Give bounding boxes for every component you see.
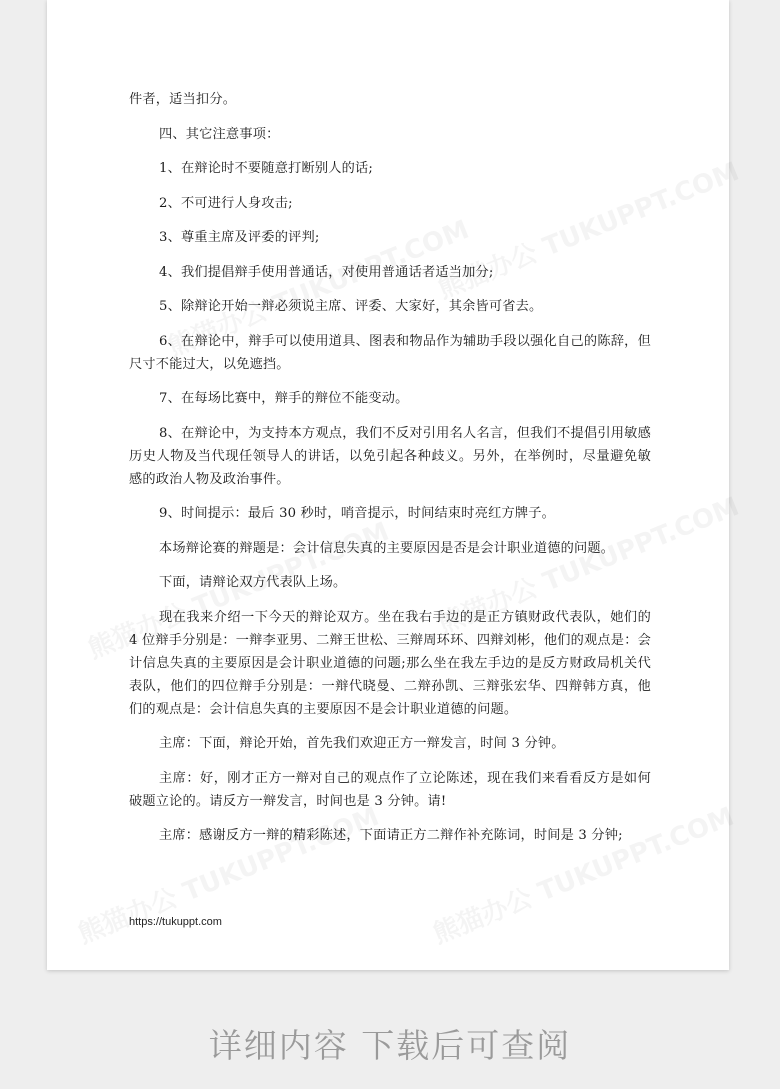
- list-item: 2、不可进行人身攻击;: [159, 195, 293, 211]
- paragraph: 主席：感谢反方一辩的精彩陈述，下面请正方二辩作补充陈词，时间是 3 分钟;: [159, 828, 623, 843]
- document-body: [129, 88, 651, 859]
- section-heading: 四、其它注意事项：: [159, 126, 280, 142]
- list-item: 8、在辩论中，为支持本方观点，我们不反对引用名人名言，但我们不提倡引用敏感历史人物及当代现任领导人的讲话，以免引起各种歧义。另外，在举例时，尽量避免敏感的政治人物及政治事件。: [129, 425, 651, 487]
- list-item: 1、在辩论时不要随意打断别人的话;: [159, 161, 374, 176]
- list-item: 5、除辩论开始一辩必须说主席、评委、大家好，其余皆可省去。: [159, 299, 543, 314]
- list-item: 4、我们提倡辩手使用普通话，对使用普通话者适当加分;: [159, 264, 494, 280]
- paragraph: 主席：下面，辩论开始，首先我们欢迎正方一辩发言，时间 3 分钟。: [159, 736, 565, 751]
- paragraph: 现在我来介绍一下今天的辩论双方。坐在我右手边的是正方镇财政代表队，她们的 4 位辩手分别是：一辩李亚男、二辩王世松、三辩周环环、四辩刘彬，他们的观点是：会计信息失真的主要原因是会计职业道德的问题;那么坐在我左手边的是反方财政局机关代表队，他们的四位辩手分别是：一辩代晓曼、二辩孙凯、三辩张宏华、四辩韩方真，他们的观点是：会计信息失真的主要原因不是会计职业道德的问题。: [129, 609, 651, 717]
- paragraph: 件者，适当扣分。: [129, 92, 237, 107]
- paragraph: 下面，请辩论双方代表队上场。: [159, 575, 347, 590]
- list-item: 9、时间提示：最后 30 秒时，哨音提示，时间结束时亮红方牌子。: [159, 506, 556, 521]
- list-item: 7、在每场比赛中，辩手的辩位不能变动。: [159, 391, 409, 406]
- document-page: [47, 0, 729, 970]
- footer-url: https://tukuppt.com: [129, 916, 222, 928]
- paragraph: 本场辩论赛的辩题是：会计信息失真的主要原因是否是会计职业道德的问题。: [159, 540, 615, 556]
- paragraph: 主席：好，刚才正方一辩对自己的观点作了立论陈述，现在我们来看看反方是如何破题立论的。请反方一辩发言，时间也是 3 分钟。请!: [129, 770, 651, 809]
- list-item: 6、在辩论中，辩手可以使用道具、图表和物品作为辅助手段以强化自己的陈辞，但尺寸不能过大，以免遮挡。: [129, 333, 651, 372]
- download-caption: 详细内容 下载后可查阅: [208, 1026, 572, 1065]
- list-item: 3、尊重主席及评委的评判;: [159, 230, 320, 245]
